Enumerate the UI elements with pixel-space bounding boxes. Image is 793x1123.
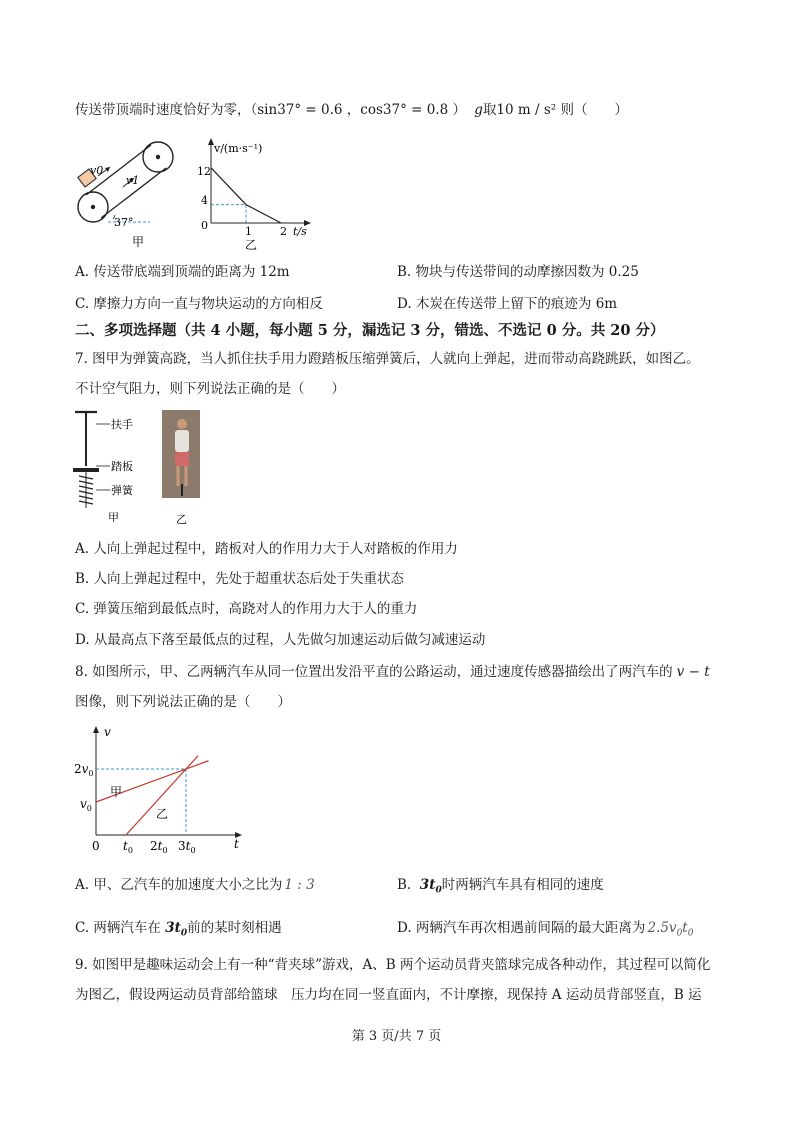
page-footer: 第 3 页/共 7 页 bbox=[351, 1029, 442, 1044]
label-pedal: 踏板 bbox=[111, 460, 133, 473]
q6-stem bbox=[75, 101, 628, 119]
q7-stem-line2: 不计空气阻力，则下列说法正确的是（ ） bbox=[75, 381, 345, 397]
label-spring: 弹簧 bbox=[111, 484, 133, 497]
q6-option-b[interactable]: B. 物块与传送带间的动摩擦因数为 0.25 bbox=[397, 264, 639, 280]
v0-arrowhead bbox=[105, 167, 110, 172]
q8-option-a-text: A. 甲、乙汽车的加速度大小之比为 bbox=[75, 877, 283, 893]
q8-stem-text: 8. 如图所示，甲、乙两辆汽车从同一位置出发沿平直的公路运动，通过速度传感器描绘出了两汽车的 bbox=[75, 664, 673, 680]
section-heading-multi-choice: 二、多项选择题（共 4 小题，每小题 5 分，漏选记 3 分，错选、不选记 0 分。共 20 分） bbox=[75, 322, 665, 339]
q8-y-arrow bbox=[93, 726, 99, 733]
q6-ytick-0: 0 bbox=[201, 219, 208, 232]
q8-option-a[interactable] bbox=[75, 876, 315, 894]
q6-option-a[interactable]: A. 传送带底端到顶端的距离为 12m bbox=[75, 264, 290, 280]
q9-stem-line1: 9. 如图甲是趣味运动会上有一种“背夹球”游戏，A、B 两个运动员背夹篮球完成各种动作，其过程可以简化 bbox=[75, 957, 711, 973]
q6-g: g bbox=[474, 102, 483, 118]
pulley-top-axle bbox=[156, 155, 160, 159]
q8-option-b[interactable]: B. $3t_0$时两辆汽车具有相同的速度 bbox=[397, 877, 604, 896]
q8-label-jia: 甲 bbox=[110, 785, 123, 799]
q6-ytick-12: 12 bbox=[197, 165, 211, 178]
q8-stem-line2: 图像，则下列说法正确的是（ ） bbox=[75, 694, 291, 710]
fig-yi-caption: 乙 bbox=[245, 238, 258, 252]
q8-option-c-text2: 前的某时刻相遇 bbox=[187, 920, 282, 936]
person-shorts bbox=[175, 452, 189, 466]
pulley-bottom-axle bbox=[91, 205, 95, 209]
person-head bbox=[177, 419, 187, 429]
q8-ytick-2v0: $2v_0$ bbox=[74, 762, 94, 778]
q7-figure-yi-photo bbox=[162, 410, 204, 528]
q7-option-d[interactable]: D. 从最高点下落至最低点的过程，人先做匀加速运动后做匀减速运动 bbox=[75, 632, 486, 648]
q8-vt: v − t bbox=[676, 664, 710, 680]
q8-stem-line1 bbox=[75, 663, 710, 681]
q6-option-d[interactable]: D. 木炭在传送带上留下的痕迹为 6m bbox=[397, 296, 618, 312]
q7-caption-jia: 甲 bbox=[108, 511, 119, 524]
q8-option-b-text: 时两辆汽车具有相同的速度 bbox=[441, 877, 604, 893]
q6-stem-end: 则（ ） bbox=[560, 102, 628, 118]
q8-figure bbox=[72, 722, 262, 857]
q7-stem-line1: 7. 图甲为弹簧高跷，当人抓住扶手用力蹬踏板压缩弹簧后，人就向上弹起，进而带动高跷跳跃，如图乙。 bbox=[75, 351, 700, 367]
q6-xtick-2: 2 bbox=[280, 225, 287, 238]
q6-g-value: 取10 m / s² bbox=[482, 102, 557, 118]
q8-option-a-math: 1 : 3 bbox=[284, 877, 315, 893]
fig-jia-caption: 甲 bbox=[132, 235, 145, 249]
q8-option-c-text: C. 两辆汽车在 bbox=[75, 920, 161, 936]
q8-label-yi: 乙 bbox=[156, 807, 169, 821]
q6-option-c[interactable]: C. 摩擦力方向一直与物块运动的方向相反 bbox=[75, 296, 323, 312]
q8-xtick-3t0: $3t_0$ bbox=[178, 839, 196, 855]
angle-label: 37° bbox=[114, 216, 134, 229]
v0-label: v0 bbox=[90, 164, 104, 177]
q6-figure-jia bbox=[68, 132, 198, 250]
q8-ytick-v0: $v_0$ bbox=[80, 797, 92, 813]
q7-figure-jia bbox=[70, 408, 155, 526]
q8-option-d-math: $2.5v_0t_0$ bbox=[647, 920, 694, 939]
q6-figure-yi bbox=[195, 137, 325, 252]
q8-series-yi bbox=[126, 756, 198, 835]
q8-option-c[interactable] bbox=[75, 919, 282, 943]
q9-stem-line2: 为图乙，假设两运动员背部给篮球 压力均在同一竖直面内，不计摩擦，现保持 A 运动员背部竖直，B 运 bbox=[75, 987, 702, 1003]
q7-caption-yi: 乙 bbox=[176, 513, 187, 526]
q6-xtick-1: 1 bbox=[245, 225, 252, 238]
q8-v-label: v bbox=[104, 725, 111, 739]
q8-xtick-2t0: $2t_0$ bbox=[150, 839, 168, 855]
q8-option-b-math: $3t_0$ bbox=[419, 877, 442, 896]
q6-stem-text: 传送带顶端时速度恰好为零，（sin37° = 0.6 ，cos37° = 0.8 ） bbox=[75, 102, 466, 118]
q7-option-b[interactable]: B. 人向上弹起过程中，先处于超重状态后处于失重状态 bbox=[75, 571, 405, 587]
q6-ylabel: v/(m·s⁻¹) bbox=[214, 142, 263, 155]
q7-option-a[interactable]: A. 人向上弹起过程中，踏板对人的作用力大于人对踏板的作用力 bbox=[75, 541, 458, 557]
q8-xtick-0: 0 bbox=[92, 839, 100, 853]
q7-option-c[interactable]: C. 弹簧压缩到最低点时，高跷对人的作用力大于人的重力 bbox=[75, 601, 418, 617]
v1-label: v1 bbox=[126, 174, 140, 187]
person-shirt bbox=[175, 430, 189, 452]
q6-xlabel: t/s bbox=[293, 225, 307, 238]
q6-ytick-4: 4 bbox=[201, 194, 208, 207]
q8-t-label: t bbox=[234, 837, 239, 851]
q8-option-d-text: D. 两辆汽车再次相遇前间隔的最大距离为 bbox=[397, 920, 646, 936]
q8-option-c-math: $3t_0$ bbox=[165, 920, 188, 939]
q8-xtick-t0: $t_0$ bbox=[123, 839, 133, 855]
label-handle: 扶手 bbox=[111, 418, 133, 431]
q8-option-d[interactable] bbox=[397, 919, 693, 943]
